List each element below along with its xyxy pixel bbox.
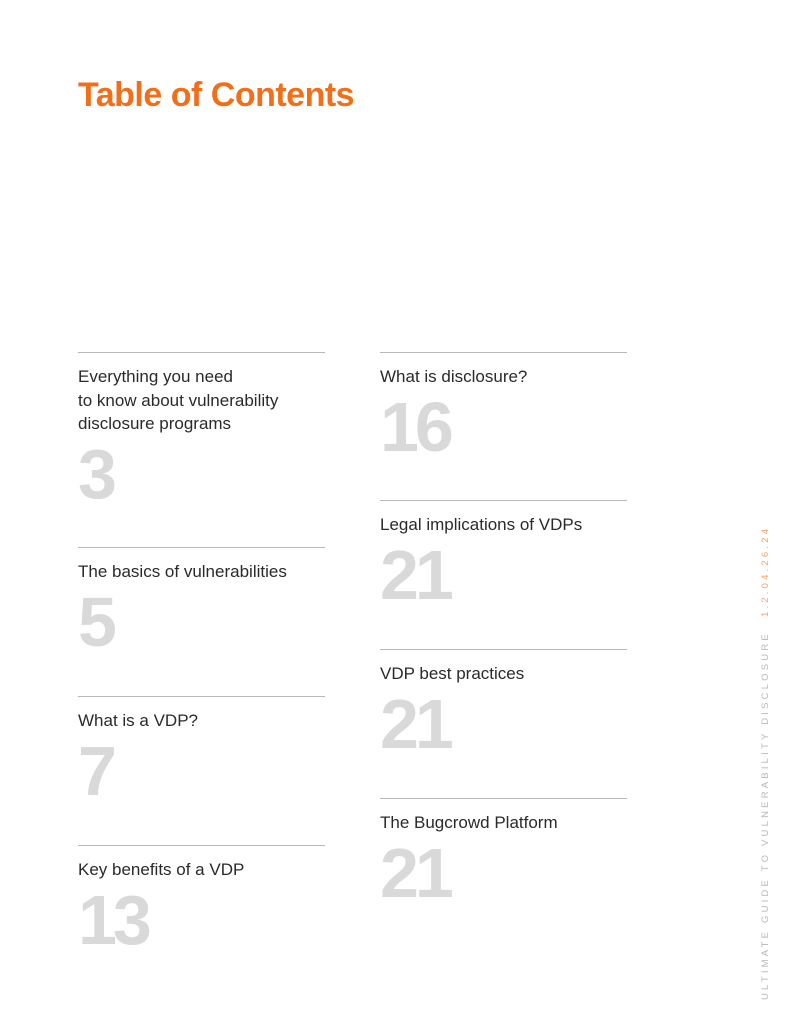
toc-entry-label: Everything you need to know about vulnerability disclosure programs xyxy=(78,367,279,433)
toc-entry-label: The basics of vulnerabilities xyxy=(78,562,287,581)
toc-entry-label: Key benefits of a VDP xyxy=(78,860,245,879)
toc-entry[interactable] xyxy=(78,352,325,513)
toc-entry-page-number: 3 xyxy=(78,434,113,513)
toc-entry-page-number: 21 xyxy=(380,684,450,763)
toc-entry-page-number: 21 xyxy=(380,535,450,614)
toc-entry[interactable] xyxy=(380,798,627,912)
toc-entry[interactable] xyxy=(78,547,325,661)
toc-entry-page-number: 16 xyxy=(380,387,450,466)
toc-entry-page-number: 13 xyxy=(78,880,148,959)
toc-entry-label: What is disclosure? xyxy=(380,367,528,386)
version-number: 1.2.04.26.24 xyxy=(760,525,771,618)
toc-entry-label: What is a VDP? xyxy=(78,711,198,730)
toc-entry[interactable] xyxy=(78,696,325,810)
toc-entry[interactable] xyxy=(380,352,627,466)
guide-title: ULTIMATE GUIDE TO VULNERABILITY DISCLOSURE xyxy=(760,631,771,1000)
toc-entry-page-number: 5 xyxy=(78,582,113,661)
toc-entry-page-number: 21 xyxy=(380,833,450,912)
toc-entry-page-number: 7 xyxy=(78,731,113,810)
side-running-footer xyxy=(760,526,771,1000)
toc-entry-label: The Bugcrowd Platform xyxy=(380,813,558,832)
toc-entry-label: VDP best practices xyxy=(380,664,525,683)
page-title: Table of Contents xyxy=(78,76,355,114)
toc-entry[interactable] xyxy=(78,845,325,959)
toc-entry[interactable] xyxy=(380,649,627,763)
toc-entry-label: Legal implications of VDPs xyxy=(380,515,583,534)
toc-entry[interactable] xyxy=(380,500,627,614)
